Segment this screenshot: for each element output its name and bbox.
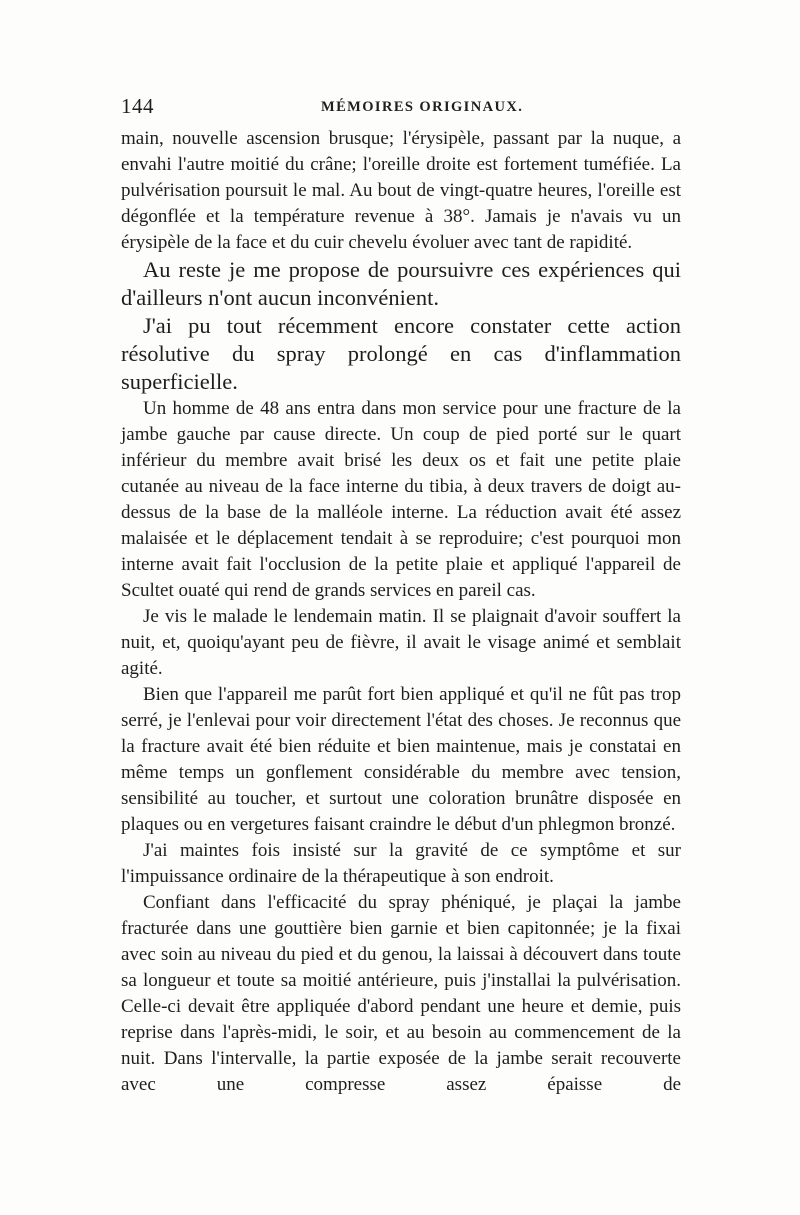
paragraph: J'ai maintes fois insisté sur la gravité de ce symptôme et sur l'impuissance ordinaire de la thérapeutique à son endroit. (121, 840, 681, 887)
paragraph: Je vis le malade le lendemain matin. Il se plaignait d'avoir souffert la nuit, et, quoiqu'ayant peu de fièvre, il avait le visage animé et semblait agité. (121, 606, 681, 679)
paragraph: Au reste je me propose de poursuivre ces expériences qui d'ailleurs n'ont aucun inconvénient. (121, 257, 681, 310)
paragraph: J'ai pu tout récemment encore constater cette action résolutive du spray prolongé en cas d'inflammation superficielle. (121, 313, 681, 394)
body-text (121, 126, 681, 1098)
paragraph: Confiant dans l'efficacité du spray phéniqué, je plaçai la jambe fracturée dans une gouttière bien garnie et bien capitonnée; je la fixai avec soin au niveau du pied et du genou, la laissai à découvert dans toute sa longueur et toute sa moitié antérieure, puis j'installai la pulvérisation. Celle-ci devait être appliquée d'abord pendant une heure et demie, puis reprise dans l'après-midi, le soir, et au besoin au commencement de la nuit. Dans l'intervalle, la partie exposée de la jambe serait recouverte avec une compresse assez épaisse de (121, 892, 681, 1095)
paragraph: main, nouvelle ascension brusque; l'érysipèle, passant par la nuque, a envahi l'autre moitié du crâne; l'oreille droite est fortement tuméfiée. La pulvérisation poursuit le mal. Au bout de vingt-quatre heures, l'oreille est dégonflée et la température revenue à 38°. Jamais je n'avais vu un érysipèle de la face et du cuir chevelu évoluer avec tant de rapidité. (121, 128, 681, 253)
paragraph: Bien que l'appareil me parût fort bien appliqué et qu'il ne fût pas trop serré, je l'enlevai pour voir directement l'état des choses. Je reconnus que la fracture avait été bien réduite et bien maintenue, mais je constatai en même temps un gonflement considérable du membre avec tension, sensibilité au toucher, et surtout une coloration brunâtre disposée en plaques ou en vergetures faisant craindre le début d'un phlegmon bronzé. (121, 684, 681, 835)
paragraph: Un homme de 48 ans entra dans mon service pour une fracture de la jambe gauche par cause directe. Un coup de pied porté sur le quart inférieur du membre avait brisé les deux os et fait une petite plaie cutanée au niveau de la face interne du tibia, à deux travers de doigt au-dessus de la base de la malléole interne. La réduction avait été assez malaisée et le déplacement tendait à se reproduire; c'est pourquoi mon interne avait fait l'occlusion de la petite plaie et appliqué l'appareil de Scultet ouaté qui rend de grands services en pareil cas. (121, 398, 681, 601)
page-number: 144 (121, 94, 154, 118)
page-header (121, 94, 691, 120)
running-title: MÉMOIRES ORIGINAUX. (321, 99, 524, 115)
